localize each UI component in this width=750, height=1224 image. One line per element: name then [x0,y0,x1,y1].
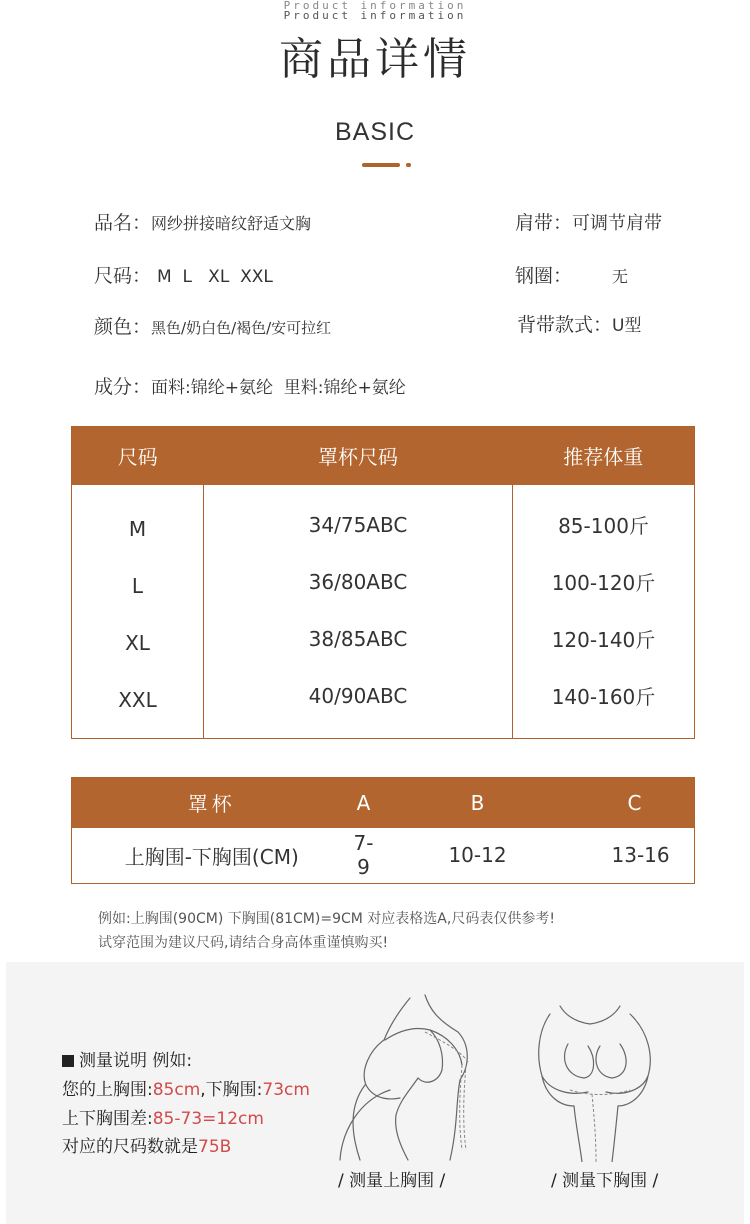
english-subtitle: Product information [283,9,467,22]
spec-color-label: 颜色： [94,316,152,338]
weight-cell: 140-160斤 [551,684,656,709]
spec-strap-label: 肩带： [515,212,573,234]
spec-wire-value: 无 [612,267,629,286]
weight-cell: 120-140斤 [551,627,656,652]
spec-back [517,312,641,339]
size-table-body [72,485,695,739]
size-table-header-cup: 罩杯尺码 [204,427,513,485]
title-underline [362,163,400,167]
spec-size [94,263,273,290]
english-subtitle-faint: Product information [283,0,467,12]
spec-material-value: 面料:锦纶+氨纶 里料:锦纶+氨纶 [151,378,406,398]
cup-table-header-c: C [580,778,695,828]
spec-color-value: 黑色/奶白色/褐色/安可拉红 [151,319,332,337]
size-column [72,485,204,739]
lower-bust-illustration [530,996,680,1162]
size-table-header [72,427,695,485]
upper-bust-illustration [330,990,490,1162]
weight-cell: 100-120斤 [551,570,656,595]
cup-row-c: 13-16 [611,843,670,868]
measure-diff-value: 85-73=12cm [152,1109,264,1129]
measure-line-3-prefix: 对应的尺码数就是 [62,1137,198,1157]
cup-table [71,777,695,884]
weight-column [513,485,695,739]
cup-size-cell: 34/75ABC [308,512,408,537]
cup-size-cell: 38/85ABC [308,626,408,651]
note-advice: 试穿范围为建议尺码,请结合身高体重谨慎购买! [98,935,389,951]
size-table [71,426,695,739]
spec-back-label: 背带款式： [517,314,613,336]
measure-line-1 [62,1075,310,1100]
page-title: 商品详情 [279,34,471,85]
spec-name-label: 品名： [94,212,152,234]
spec-wire-label: 钢圈： [515,265,573,287]
size-cell: XXL [118,687,157,712]
section-title: BASIC [334,118,416,146]
weight-cell: 85-100斤 [558,513,649,538]
note-example: 例如:上胸围(90CM) 下胸围(81CM)=9CM 对应表格选A,尺码表仅供参考! [98,911,555,927]
cup-row-label: 上胸围-下胸围(CM) [124,844,299,869]
cup-table-header [72,778,695,828]
size-table-header-weight: 推荐体重 [513,427,695,485]
spec-back-value: U型 [612,316,642,336]
square-bullet-icon [62,1055,74,1067]
spec-strap-value: 可调节肩带 [572,213,663,234]
size-table-header-size: 尺码 [72,427,204,485]
cup-size-cell: 40/90ABC [308,683,408,708]
cup-row-a: 7-9 [353,831,374,880]
size-cell: XL [125,630,150,655]
spec-name [94,210,311,237]
spec-color [94,314,331,341]
spec-size-value: M L XL XXL [157,267,273,287]
cup-size-column [204,485,513,739]
measure-line-1-prefix: 您的上胸围: [62,1080,153,1100]
measure-heading-text: 测量说明 例如: [79,1051,193,1071]
cup-table-header-label: 罩杯 [72,778,352,828]
size-cell: L [131,573,144,598]
spec-size-label: 尺码： [94,265,152,287]
measure-lower-value: 73cm [262,1080,310,1100]
measure-line-2 [62,1104,264,1129]
measure-line-2-prefix: 上下胸围差: [62,1109,153,1129]
spec-material [94,374,406,401]
cup-size-cell: 36/80ABC [308,569,408,594]
measure-upper-value: 85cm [152,1080,201,1100]
spec-wire [515,263,628,290]
cup-row-b: 10-12 [448,843,507,868]
measure-line-1-mid: ,下胸围: [200,1080,263,1100]
size-cell: M [128,516,147,541]
cup-table-header-a: A [352,778,376,828]
cup-table-row [72,828,695,884]
caption-upper-bust: / 测量上胸围 / [338,1171,446,1191]
spec-material-label: 成分： [94,376,152,398]
cup-table-header-b: B [376,778,580,828]
spec-strap [515,210,662,237]
title-underline-dot [406,163,411,167]
spec-name-value: 网纱拼接暗纹舒适文胸 [151,214,312,233]
measure-line-3 [62,1132,231,1157]
measure-result-value: 75B [198,1137,232,1157]
measure-heading [62,1046,192,1071]
caption-lower-bust: / 测量下胸围 / [551,1171,659,1191]
